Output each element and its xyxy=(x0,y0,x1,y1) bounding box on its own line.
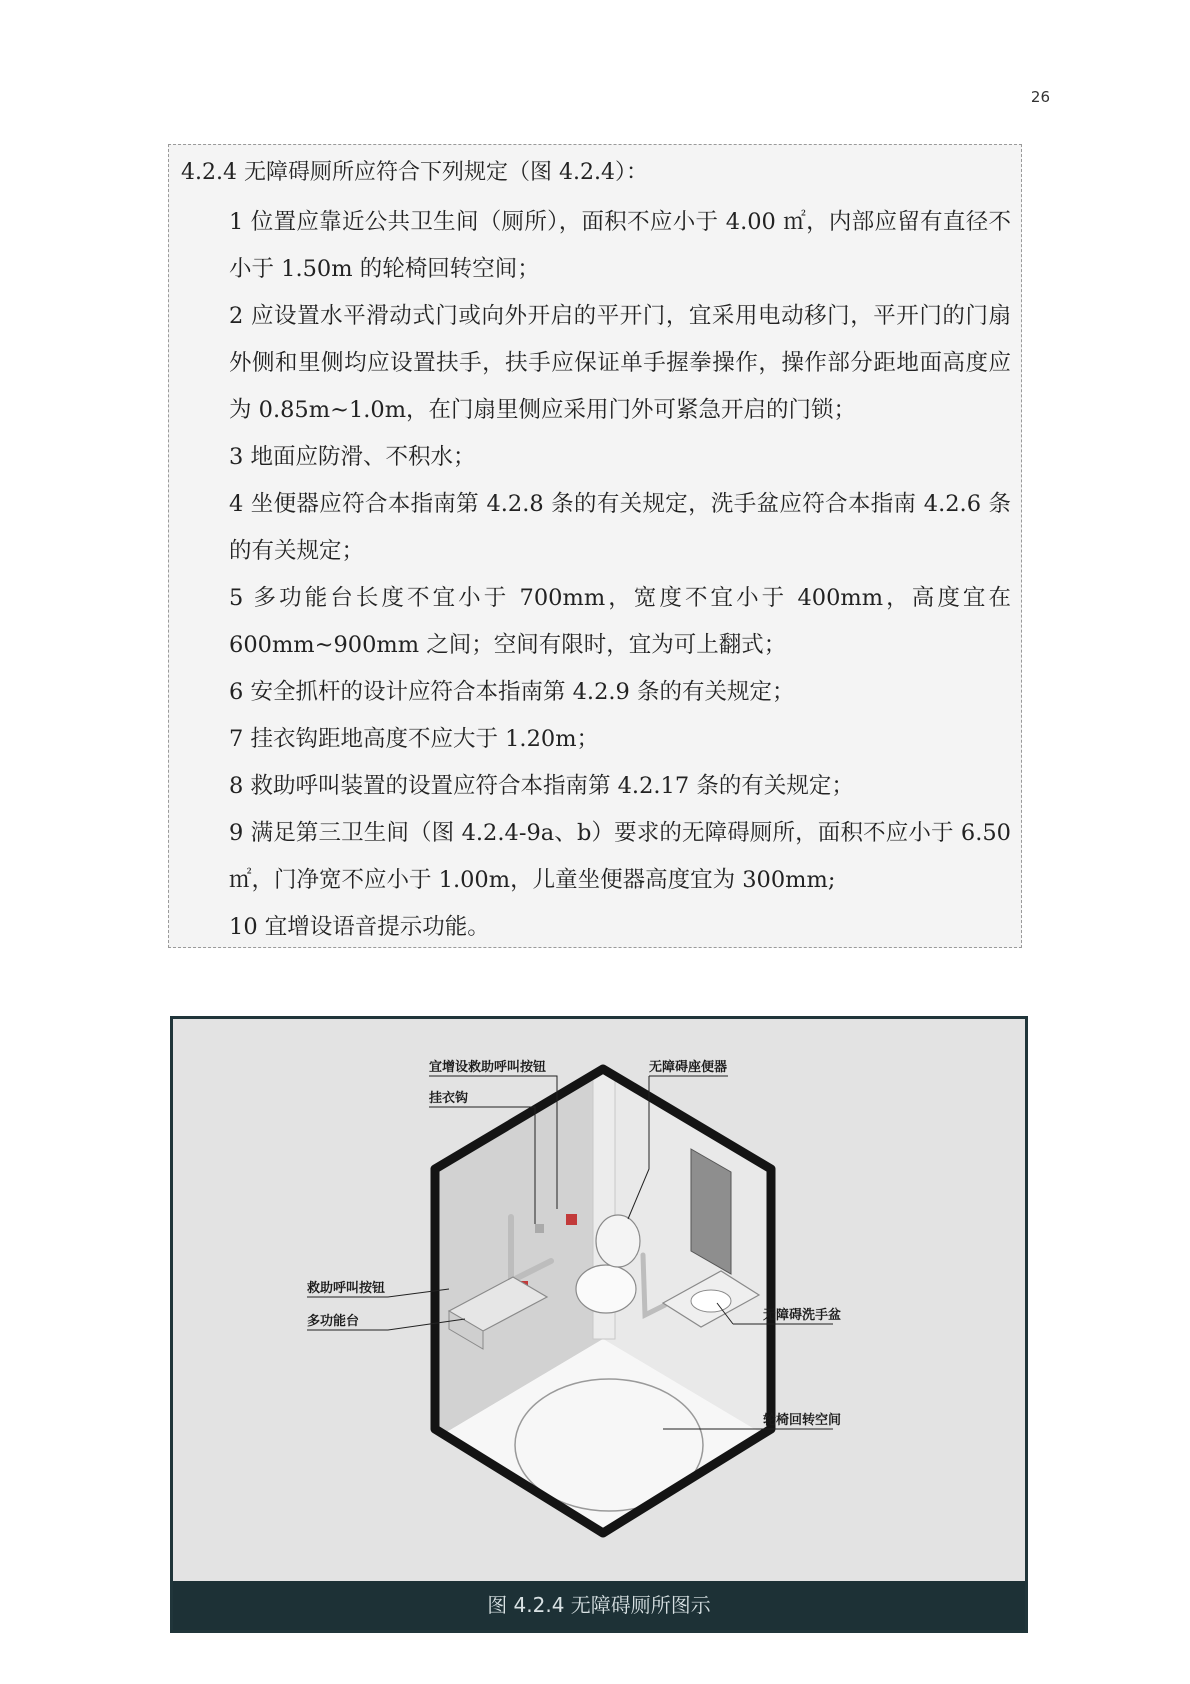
clause-box xyxy=(168,144,1022,948)
figure-accessible-toilet xyxy=(170,1016,1028,1633)
clause-item-10: 10 宜增设语音提示功能。 xyxy=(229,914,490,940)
page-number: 26 xyxy=(1030,88,1050,106)
label-call-button-optional: 宜增设救助呼叫按钮 xyxy=(429,1060,547,1075)
clause-title: 4.2.4 无障碍厕所应符合下列规定（图 4.2.4）： xyxy=(181,160,648,185)
label-toilet: 无障碍座便器 xyxy=(649,1060,728,1075)
room-interior xyxy=(423,1059,783,1539)
label-multi-table: 多功能台 xyxy=(307,1314,360,1329)
clause-item-1: 1 位置应靠近公共卫生间（厕所），面积不应小于 4.00 ㎡，内部应留有直径不小于 1.50m 的轮椅回转空间； xyxy=(229,209,1011,282)
clause-item-6: 6 安全抓杆的设计应符合本指南第 4.2.9 条的有关规定； xyxy=(229,679,795,705)
clause-item-2: 2 应设置水平滑动式门或向外开启的平开门，宜采用电动移门，平开门的门扇外侧和里侧均应设置扶手，扶手应保证单手握拳操作，操作部分距地面高度应为 0.85m~1.0m，在门扇里侧应采用门外可紧急开启的门锁； xyxy=(229,303,1011,423)
label-coat-hook: 挂衣钩 xyxy=(429,1091,469,1106)
clause-item-7: 7 挂衣钩距地高度不应大于 1.20m； xyxy=(229,726,600,752)
clause-item-8: 8 救助呼叫装置的设置应符合本指南第 4.2.17 条的有关规定； xyxy=(229,773,854,799)
label-wash-basin: 无障碍洗手盆 xyxy=(763,1308,842,1323)
clause-item-9: 9 满足第三卫生间（图 4.2.4-9a、b）要求的无障碍厕所，面积不应小于 6.50 ㎡，门净宽不应小于 1.00m，儿童坐便器高度宜为 300mm; xyxy=(229,820,1011,893)
clause-item-4: 4 坐便器应符合本指南第 4.2.8 条的有关规定，洗手盆应符合本指南 4.2.6 条的有关规定； xyxy=(229,491,1011,564)
clause-items xyxy=(229,199,1011,951)
figure-caption: 图 4.2.4 无障碍厕所图示 xyxy=(173,1581,1025,1630)
toilet-illustration xyxy=(173,1019,1025,1585)
clause-item-5: 5 多功能台长度不宜小于 700mm，宽度不宜小于 400mm，高度宜在 600mm~900mm 之间；空间有限时，宜为可上翻式； xyxy=(229,585,1011,658)
label-call-button: 救助呼叫按钮 xyxy=(307,1281,386,1296)
clause-item-3: 3 地面应防滑、不积水； xyxy=(229,444,476,470)
label-wheelchair-space: 轮椅回转空间 xyxy=(763,1413,842,1428)
